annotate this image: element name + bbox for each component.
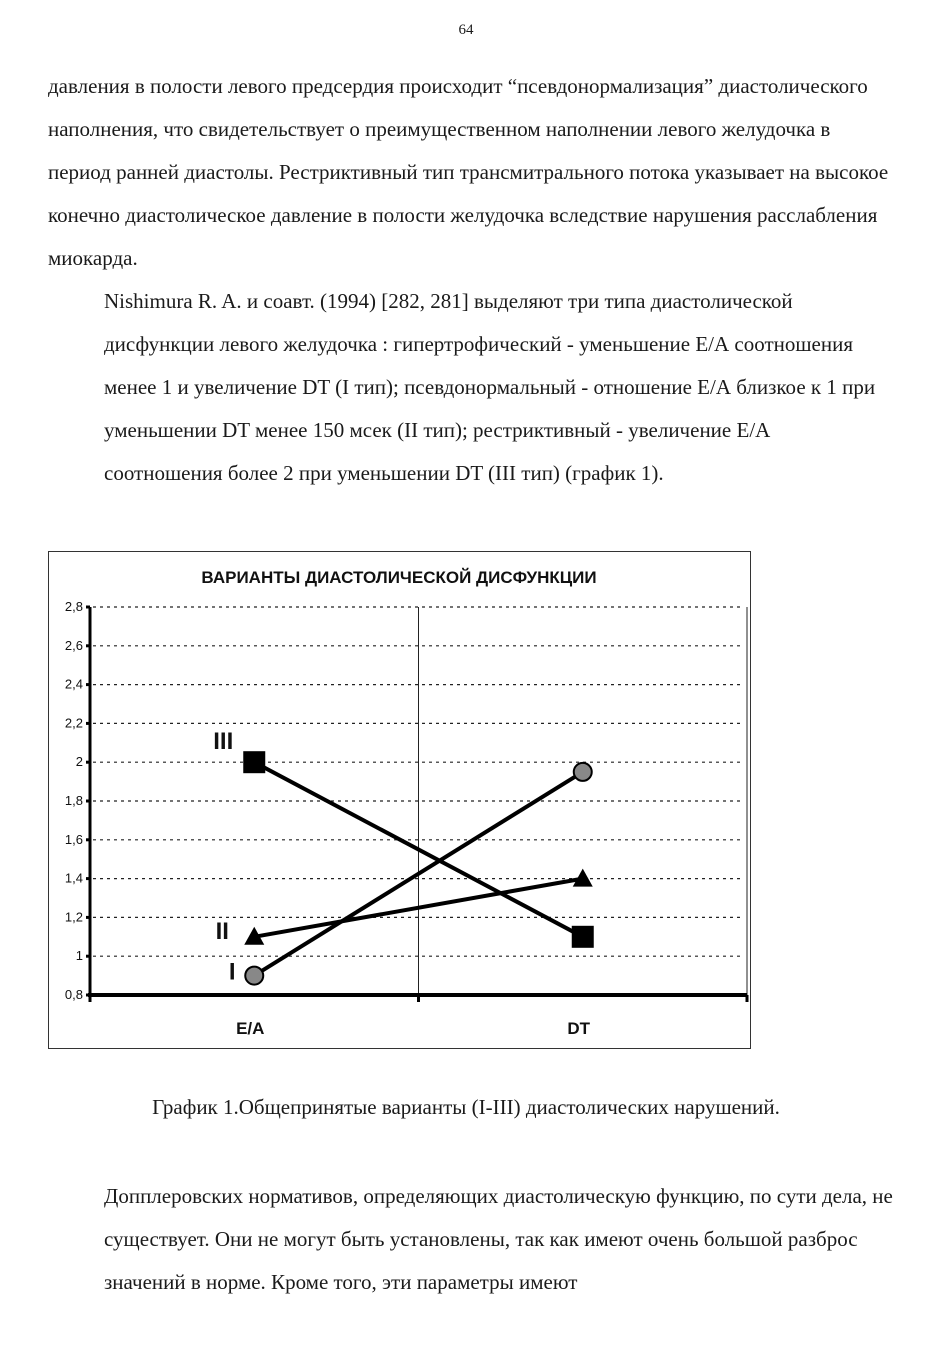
paragraph-2-text: Nishimura R. A. и соавт. (1994) [282, 281] выделяют три типа диастолической дисфункции левого желудочка : гипертрофический - уменьшение Е/А соотношения менее 1 и увеличение DT (I тип); псевдонормальный - отношение Е/А близкое к 1 при уменьшении DT менее 150 мсек (II тип); рестриктивный - увеличение Е/А соотношения более 2 при уменьшении DT (III тип) (график 1). [104,289,876,485]
y-tick-label: 1,2 [64,909,83,925]
data-point-square [243,751,265,773]
x-tick-labels [236,1019,591,1038]
y-tick-label: 1,6 [64,831,83,847]
diastolic-dysfunction-chart [49,552,752,1050]
y-tick-label: 2,8 [64,599,83,614]
chart-title: ВАРИАНТЫ ДИАСТОЛИЧЕСКОЙ ДИСФУНКЦИИ [201,568,597,587]
y-tick-label: 0,8 [64,987,83,1002]
paragraph-1 [48,65,893,280]
data-point-circle [245,967,263,985]
y-tick-labels [65,599,83,1002]
paragraph-1-text: давления в полости левого предсердия происходит “псевдонормализация” диастолического наполнения, что свидетельствует о преимущественном наполнении левого желудочка в период ранней диастолы. Рестриктивный тип трансмитрального потока указывает на высокое конечно диастолическое давление в полости желудочка вследствие нарушения расслабления миокарда. [48,74,889,270]
y-tick-label: 2 [75,754,83,770]
series-label: II [215,917,229,945]
data-point-triangle [573,869,593,887]
series-label: I [228,958,236,986]
x-tick-label: E/A [236,1019,265,1038]
paragraph-3-text: Допплеровских нормативов, определяющих диастолическую функцию, по сути дела, не существует. Они не могут быть установлены, так как имеют очень большой разброс значений в норме. Кроме того, эти параметры имеют [104,1184,893,1294]
paragraph-2 [48,280,893,495]
page-number: 64 [458,22,474,38]
series-label: III [213,728,234,756]
y-tick-label: 1,4 [64,870,83,886]
figure-caption: График 1.Общепринятые варианты (I-III) диастолических нарушений. [152,1095,780,1119]
y-tick-label: 1,8 [64,793,83,808]
y-tick-label: 2,4 [64,676,83,692]
y-tick-label: 2,2 [64,715,83,731]
data-point-square [572,926,594,948]
x-tick-label: DT [567,1019,591,1038]
chart-axes [86,607,747,1002]
chart-frame [48,551,751,1049]
y-tick-label: 2,6 [64,637,83,653]
y-tick-label: 1 [75,948,83,964]
series-labels [213,728,235,985]
paragraph-3 [48,1175,893,1304]
data-point-circle [574,763,592,781]
